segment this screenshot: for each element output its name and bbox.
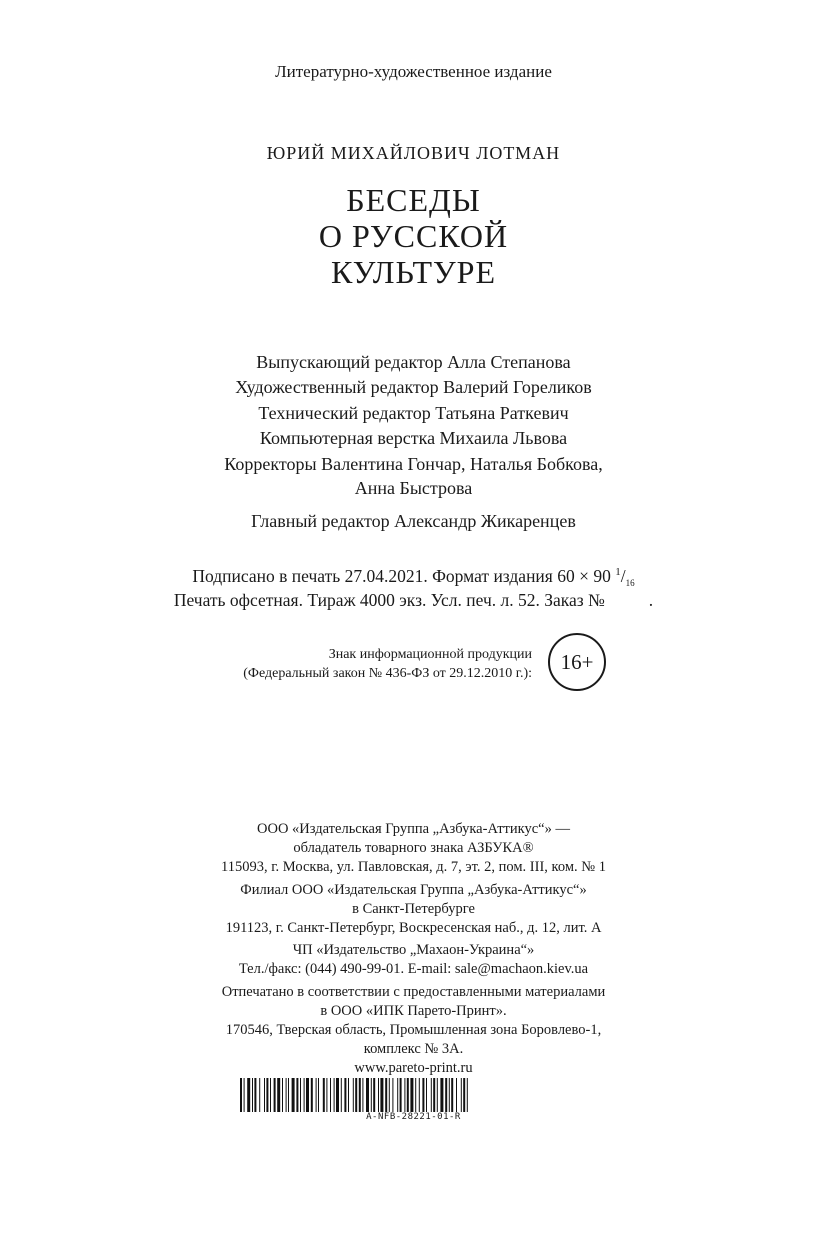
- barcode-image: [240, 1078, 577, 1112]
- barcode-bar: [266, 1078, 268, 1112]
- printer-website: www.pareto-print.ru: [354, 1060, 473, 1076]
- barcode-bar: [366, 1078, 369, 1112]
- barcode-bar: [404, 1078, 405, 1112]
- imprint-line: 191123, г. Санкт-Петербург, Воскресенская наб., д. 12, лит. А: [225, 920, 602, 936]
- book-title: [0, 182, 827, 290]
- barcode-bar: [334, 1078, 335, 1112]
- signing-end: .: [648, 590, 654, 610]
- barcode-bar: [323, 1078, 325, 1112]
- barcode-bar: [244, 1078, 245, 1112]
- age-rating-text: 16+: [560, 649, 594, 674]
- format-denominator: 16: [625, 578, 635, 588]
- format-slash: /: [620, 566, 626, 586]
- barcode-bar: [252, 1078, 253, 1112]
- barcode-bar: [311, 1078, 313, 1112]
- chief-editor: Главный редактор Александр Жикаренцев: [251, 511, 576, 531]
- barcode-bar: [306, 1078, 309, 1112]
- barcode-bar: [355, 1078, 357, 1112]
- signing-line-2: [0, 590, 827, 611]
- barcode-bar: [341, 1078, 342, 1112]
- barcode-bar: [326, 1078, 327, 1112]
- barcode-bar: [259, 1078, 260, 1112]
- barcode-bar: [254, 1078, 256, 1112]
- barcode-bar: [282, 1078, 283, 1112]
- barcode-bar: [240, 1078, 242, 1112]
- barcode-bar: [437, 1078, 438, 1112]
- title-line: БЕСЕДЫ: [346, 182, 481, 218]
- barcode-text: A-NFB-28221-01-R: [366, 1112, 461, 1122]
- info-line: (Федеральный закон № 436-ФЗ от 29.12.2010 г.):: [243, 666, 532, 681]
- signing-text: Подписано в печать 27.04.2021. Формат издания 60 × 90: [192, 566, 611, 586]
- barcode-bar: [419, 1078, 420, 1112]
- imprint-line: Филиал ООО «Издательская Группа „Азбука-Аттикус“»: [240, 882, 587, 898]
- format-numerator: 1: [615, 566, 621, 578]
- barcode-bar: [348, 1078, 349, 1112]
- title-line: КУЛЬТУРЕ: [331, 254, 496, 290]
- barcode-bar: [373, 1078, 375, 1112]
- barcode-bar: [397, 1078, 398, 1112]
- credit-line: Выпускающий редактор Алла Степанова: [256, 352, 571, 372]
- barcode-bar: [440, 1078, 443, 1112]
- imprint-line: в ООО «ИПК Парето-Принт».: [320, 1003, 507, 1019]
- barcode-bar: [445, 1078, 447, 1112]
- credit-line: Корректоры Валентина Гончар, Наталья Бобкова,: [224, 454, 603, 474]
- barcode-bar: [378, 1078, 379, 1112]
- barcode-bar: [415, 1078, 416, 1112]
- imprint-line: обладатель товарного знака АЗБУКА®: [293, 840, 534, 856]
- barcode-bar: [270, 1078, 271, 1112]
- barcode-bar: [461, 1078, 462, 1112]
- barcode-bar: [336, 1078, 339, 1112]
- barcode-bar: [362, 1078, 363, 1112]
- signing-text-2: Печать офсетная. Тираж 4000 экз. Усл. печ. л. 52. Заказ №: [173, 590, 605, 610]
- barcode-bar: [274, 1078, 276, 1112]
- barcode-bar: [277, 1078, 280, 1112]
- age-rating-badge: [548, 633, 606, 691]
- barcode-bar: [330, 1078, 331, 1112]
- credit-line: Технический редактор Татьяна Раткевич: [258, 403, 569, 423]
- barcode-bar: [410, 1078, 413, 1112]
- edition-type: Литературно-художественное издание: [275, 62, 552, 81]
- imprint-line: 115093, г. Москва, ул. Павловская, д. 7, эт. 2, пом. III, ком. № 1: [221, 859, 606, 875]
- barcode-bar: [353, 1078, 354, 1112]
- imprint-line: ЧП «Издательство „Махаон-Украина“»: [292, 942, 535, 958]
- barcode-bar: [433, 1078, 435, 1112]
- barcode-bar: [400, 1078, 402, 1112]
- credit-line: Компьютерная верстка Михаила Львова: [259, 428, 568, 448]
- barcode-bar: [407, 1078, 409, 1112]
- barcode-bar: [286, 1078, 287, 1112]
- signing-line-1: [0, 566, 827, 588]
- barcode-bar: [449, 1078, 450, 1112]
- barcode-bar: [318, 1078, 319, 1112]
- barcode-bar: [380, 1078, 383, 1112]
- credit-line: Анна Быстрова: [354, 478, 473, 498]
- barcode-bar: [456, 1078, 457, 1112]
- barcode-bar: [467, 1078, 468, 1112]
- imprint-line: комплекс № 3А.: [363, 1041, 464, 1057]
- credit-line: Художественный редактор Валерий Гореликов: [235, 377, 592, 397]
- barcode-bar: [300, 1078, 301, 1112]
- info-product-label: [190, 645, 532, 683]
- barcode-bar: [451, 1078, 453, 1112]
- barcode-bar: [264, 1078, 265, 1112]
- imprint-line: ООО «Издательская Группа „Азбука-Аттикус“» —: [257, 821, 570, 837]
- barcode-bar: [389, 1078, 390, 1112]
- imprint-line: в Санкт-Петербурге: [352, 901, 475, 917]
- imprint-line: Отпечатано в соответствии с предоставленными материалами: [221, 984, 606, 1000]
- barcode-bar: [463, 1078, 465, 1112]
- imprint-line: 170546, Тверская область, Промышленная зона Боровлево-1,: [225, 1022, 602, 1038]
- imprint-line: Тел./факс: (044) 490-99-01. E-mail: sale@machaon.kiev.ua: [238, 961, 589, 977]
- barcode-bar: [247, 1078, 250, 1112]
- title-line: О РУССКОЙ: [318, 218, 509, 254]
- barcode-bar: [426, 1078, 427, 1112]
- barcode-bar: [385, 1078, 387, 1112]
- info-line: Знак информационной продукции: [328, 647, 532, 662]
- author-name: ЮРИЙ МИХАЙЛОВИЧ ЛОТМАН: [266, 143, 561, 163]
- barcode-bar: [316, 1078, 317, 1112]
- barcode-bar: [292, 1078, 295, 1112]
- barcode-bar: [371, 1078, 372, 1112]
- barcode-bar: [422, 1078, 424, 1112]
- barcode-bar: [344, 1078, 346, 1112]
- barcode-bar: [296, 1078, 298, 1112]
- barcode-bar: [392, 1078, 393, 1112]
- barcode-bar: [288, 1078, 289, 1112]
- barcode-bar: [431, 1078, 432, 1112]
- barcode-bar: [359, 1078, 361, 1112]
- barcode-bar: [304, 1078, 305, 1112]
